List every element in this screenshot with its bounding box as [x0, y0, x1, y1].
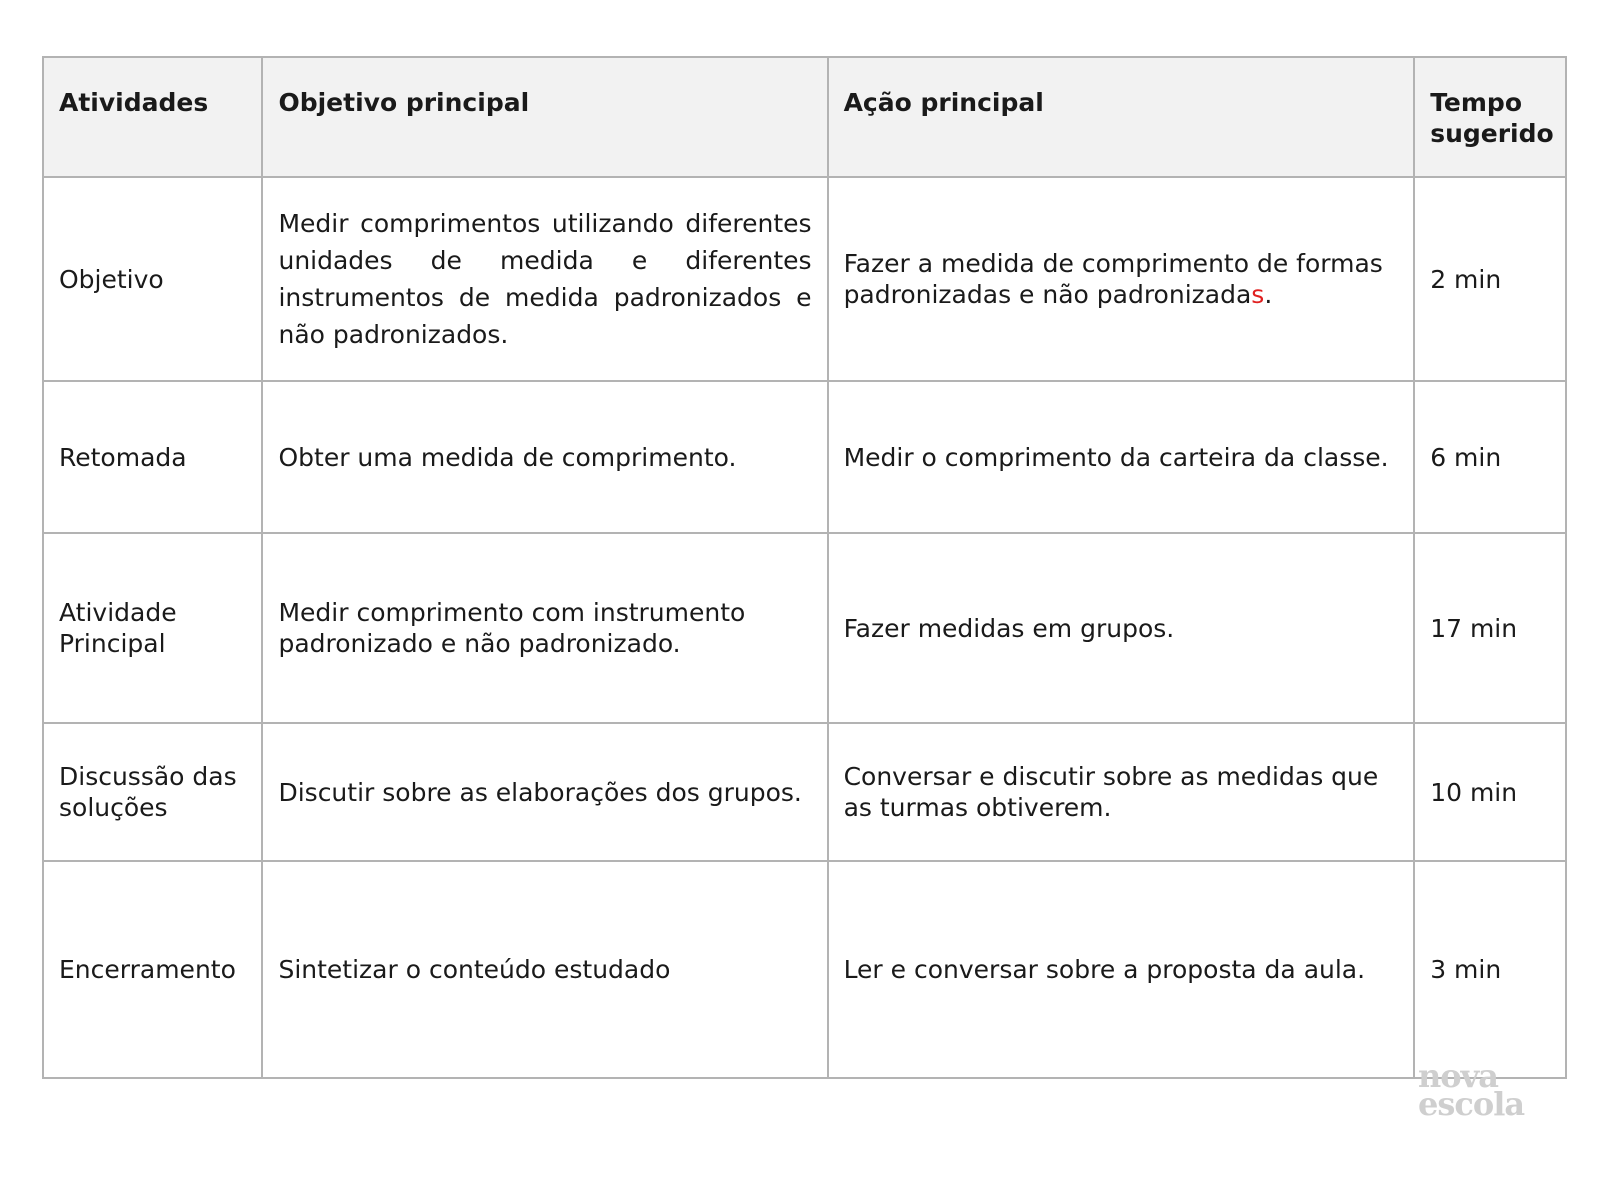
cell-acao: Conversar e discutir sobre as medidas que as turmas obtiverem. — [828, 723, 1415, 861]
cell-tempo: 3 min — [1414, 861, 1566, 1078]
table-row — [43, 723, 1566, 861]
logo-line-escola: escola — [1418, 1085, 1525, 1123]
cell-objetivo: Obter uma medida de comprimento. — [262, 381, 827, 533]
cell-acao: Ler e conversar sobre a proposta da aula. — [828, 861, 1415, 1078]
cell-acao-highlight: s — [1251, 280, 1265, 309]
header-atividades: Atividades — [43, 57, 262, 177]
cell-atividade: Retomada — [43, 381, 262, 533]
table-row — [43, 533, 1566, 723]
table-row — [43, 861, 1566, 1078]
cell-tempo: 17 min — [1414, 533, 1566, 723]
cell-acao: Medir o comprimento da carteira da classe. — [828, 381, 1415, 533]
cell-objetivo: Discutir sobre as elaborações dos grupos. — [262, 723, 827, 861]
cell-objetivo: Medir comprimentos utilizando diferentes unidades de medida e diferentes instrumentos de medida padronizados e não padronizados. — [262, 177, 827, 381]
lesson-plan-table — [42, 56, 1567, 1079]
cell-tempo: 10 min — [1414, 723, 1566, 861]
header-tempo-sugerido: Tempo sugerido — [1414, 57, 1566, 177]
cell-objetivo: Medir comprimento com instrumento padronizado e não padronizado. — [262, 533, 827, 723]
table-header-row — [43, 57, 1566, 177]
nova-escola-logo — [1418, 1057, 1525, 1123]
header-objetivo-principal: Objetivo principal — [262, 57, 827, 177]
table-row — [43, 177, 1566, 381]
header-acao-principal: Ação principal — [828, 57, 1415, 177]
cell-atividade: Objetivo — [43, 177, 262, 381]
logo-line-nova: nova — [1418, 1057, 1498, 1095]
cell-acao: Fazer medidas em grupos. — [828, 533, 1415, 723]
cell-tempo: 6 min — [1414, 381, 1566, 533]
cell-atividade: Encerramento — [43, 861, 262, 1078]
cell-atividade: Atividade Principal — [43, 533, 262, 723]
cell-objetivo: Sintetizar o conteúdo estudado — [262, 861, 827, 1078]
cell-acao-text: Fazer a medida de comprimento de formas padronizadas e não padronizada — [843, 249, 1383, 309]
table-row — [43, 381, 1566, 533]
cell-acao-end: . — [1264, 280, 1273, 309]
cell-acao — [828, 177, 1415, 381]
cell-atividade: Discussão das soluções — [43, 723, 262, 861]
cell-tempo: 2 min — [1414, 177, 1566, 381]
